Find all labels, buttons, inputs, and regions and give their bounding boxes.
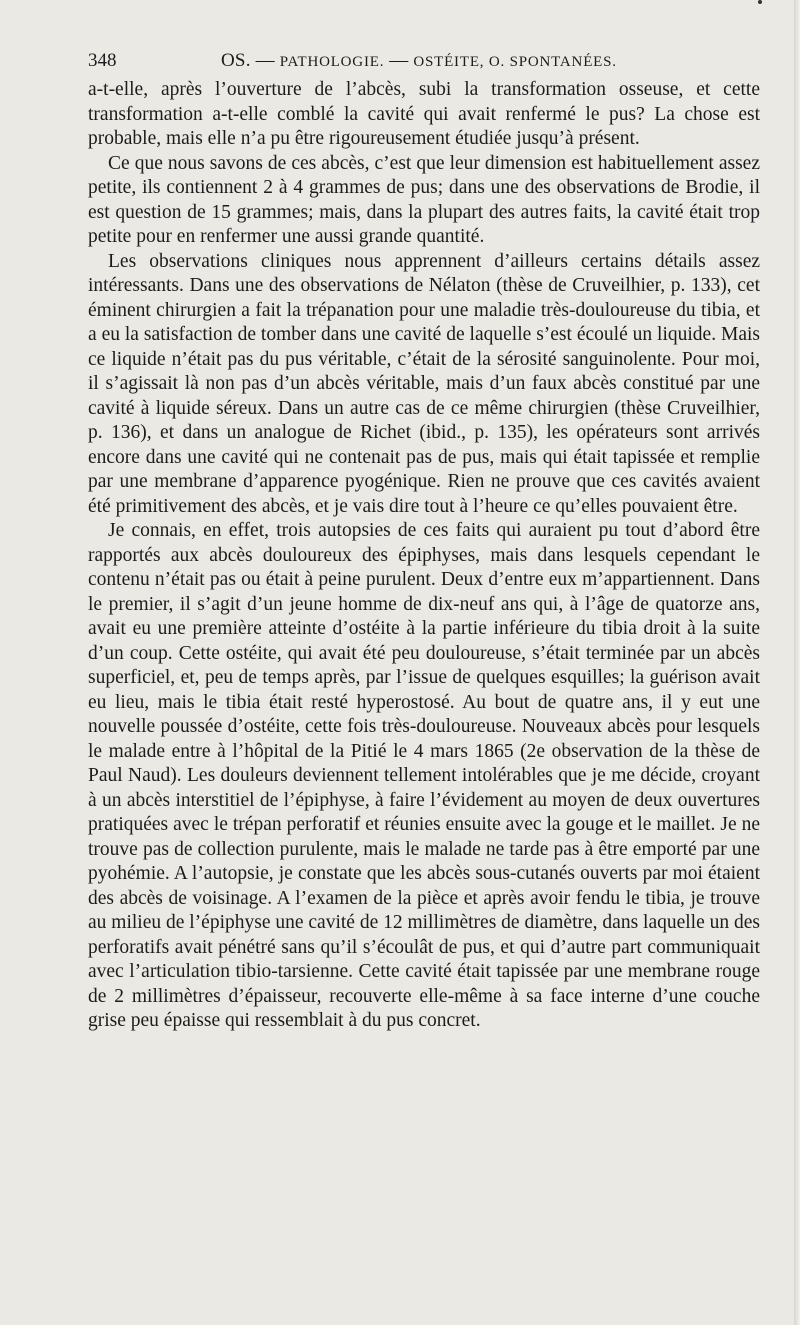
header-dash: — xyxy=(250,50,280,71)
running-title xyxy=(221,46,617,77)
header-subtitle: OSTÉITE, O. SPONTANÉES. xyxy=(413,54,617,70)
page-number: 348 xyxy=(88,50,117,71)
paragraph: Les observations cliniques nous apprennent d’ailleurs certains détails assez intéressants. Dans une des observations de Nélaton (thèse de Cruveilhier, p. 133), cet éminent chirurgien a fait la trépanation pour une maladie très-douloureuse du tibia, et a eu la satisfaction de tomber dans une cavité de laquelle s’est écoulé un liquide. Mais ce liquide n’était pas du pus véritable, c’était de la sérosité sanguinolente. Pour moi, il s’agissait là non pas d’un abcès véritable, mais d’un faux abcès constitué par une cavité à liquide séreux. Dans un autre cas de ce même chirurgien (thèse Cruveilhier, p. 136), et dans un analogue de Richet (ibid., p. 135), les opérateurs sont arrivés encore dans une cavité qui ne contenait pas de pus, mais qui était tapissée et remplie par une membrane d’apparence pyogénique. Rien ne prouve que ces cavités avaient été primitivement des abcès, et je vais dire tout à l’heure ce qu’elles pouvaient être. xyxy=(88,250,760,517)
paragraph: a-t-elle, après l’ouverture de l’abcès, subi la transformation osseuse, et cette transformation a-t-elle comblé la cavité qui avait renfermé le pus? La chose est probable, mais elle n’a pu être rigoureusement étudiée jusqu’à présent. xyxy=(88,79,760,149)
section-label: OS. xyxy=(221,50,251,71)
running-header xyxy=(88,46,760,76)
ink-speck xyxy=(758,0,762,4)
page-edge xyxy=(794,0,800,1325)
header-title: PATHOLOGIE. xyxy=(279,54,385,70)
paragraph: Je connais, en effet, trois autopsies de ces faits qui auraient pu tout d’abord être rapportés aux abcès douloureux des épiphyses, mais dans lesquels cependant le contenu n’était pas ou était à peine purulent. Deux d’entre eux m’appartiennent. Dans le premier, il s’agit d’un jeune homme de dix-neuf ans qui, à l’âge de quatorze ans, avait eu une première atteinte d’ostéite à la partie inférieure du tibia droit à la suite d’un coup. Cette ostéite, qui avait été peu douloureuse, s’était terminée par un abcès superficiel, et, peu de temps après, par l’issue de quelques esquilles; la guérison avait eu lieu, mais le tibia était resté hyperostosé. Au bout de quatre ans, il y eut une nouvelle poussée d’ostéite, cette fois très-douloureuse. Nouveaux abcès pour lesquels le malade entre à l’hôpital de la Pitié le 4 mars 1865 (2e observation de la thèse de Paul Naud). Les douleurs deviennent tellement intolérables que je me décide, croyant à un abcès interstitiel de l’épiphyse, à faire l’évidement au moyen de deux ouvertures pratiquées avec le trépan perforatif et réunies ensuite avec la gouge et le maillet. Je ne trouve pas de collection purulente, mais le malade ne tarde pas à être emporté par une pyohémie. A l’autopsie, je constate que les abcès sous-cutanés ouverts par moi étaient des abcès de voisinage. A l’examen de la pièce et après avoir fendu le tibia, je trouve au milieu de l’épiphyse une cavité de 12 millimètres de diamètre, dans laquelle un des perforatifs avait pénétré sans qu’il s’écoulât de pus, et qui d’autre part communiquait avec l’articulation tibio-tarsienne. Cette cavité était tapissée par une membrane rouge de 2 millimètres d’épaisseur, recouverte elle-même à sa face interne d’une couche grise peu épaisse qui ressemblait à du pus concret. xyxy=(88,520,760,1031)
paragraph: Ce que nous savons de ces abcès, c’est que leur dimension est habituellement assez petite, ils contiennent 2 à 4 grammes de pus; dans une des observations de Brodie, il est question de 15 grammes; mais, dans la plupart des autres faits, la cavité était trop petite pour en renfermer une aussi grande quantité. xyxy=(88,152,760,247)
header-dash: — xyxy=(384,50,414,71)
body-text xyxy=(88,78,760,1034)
